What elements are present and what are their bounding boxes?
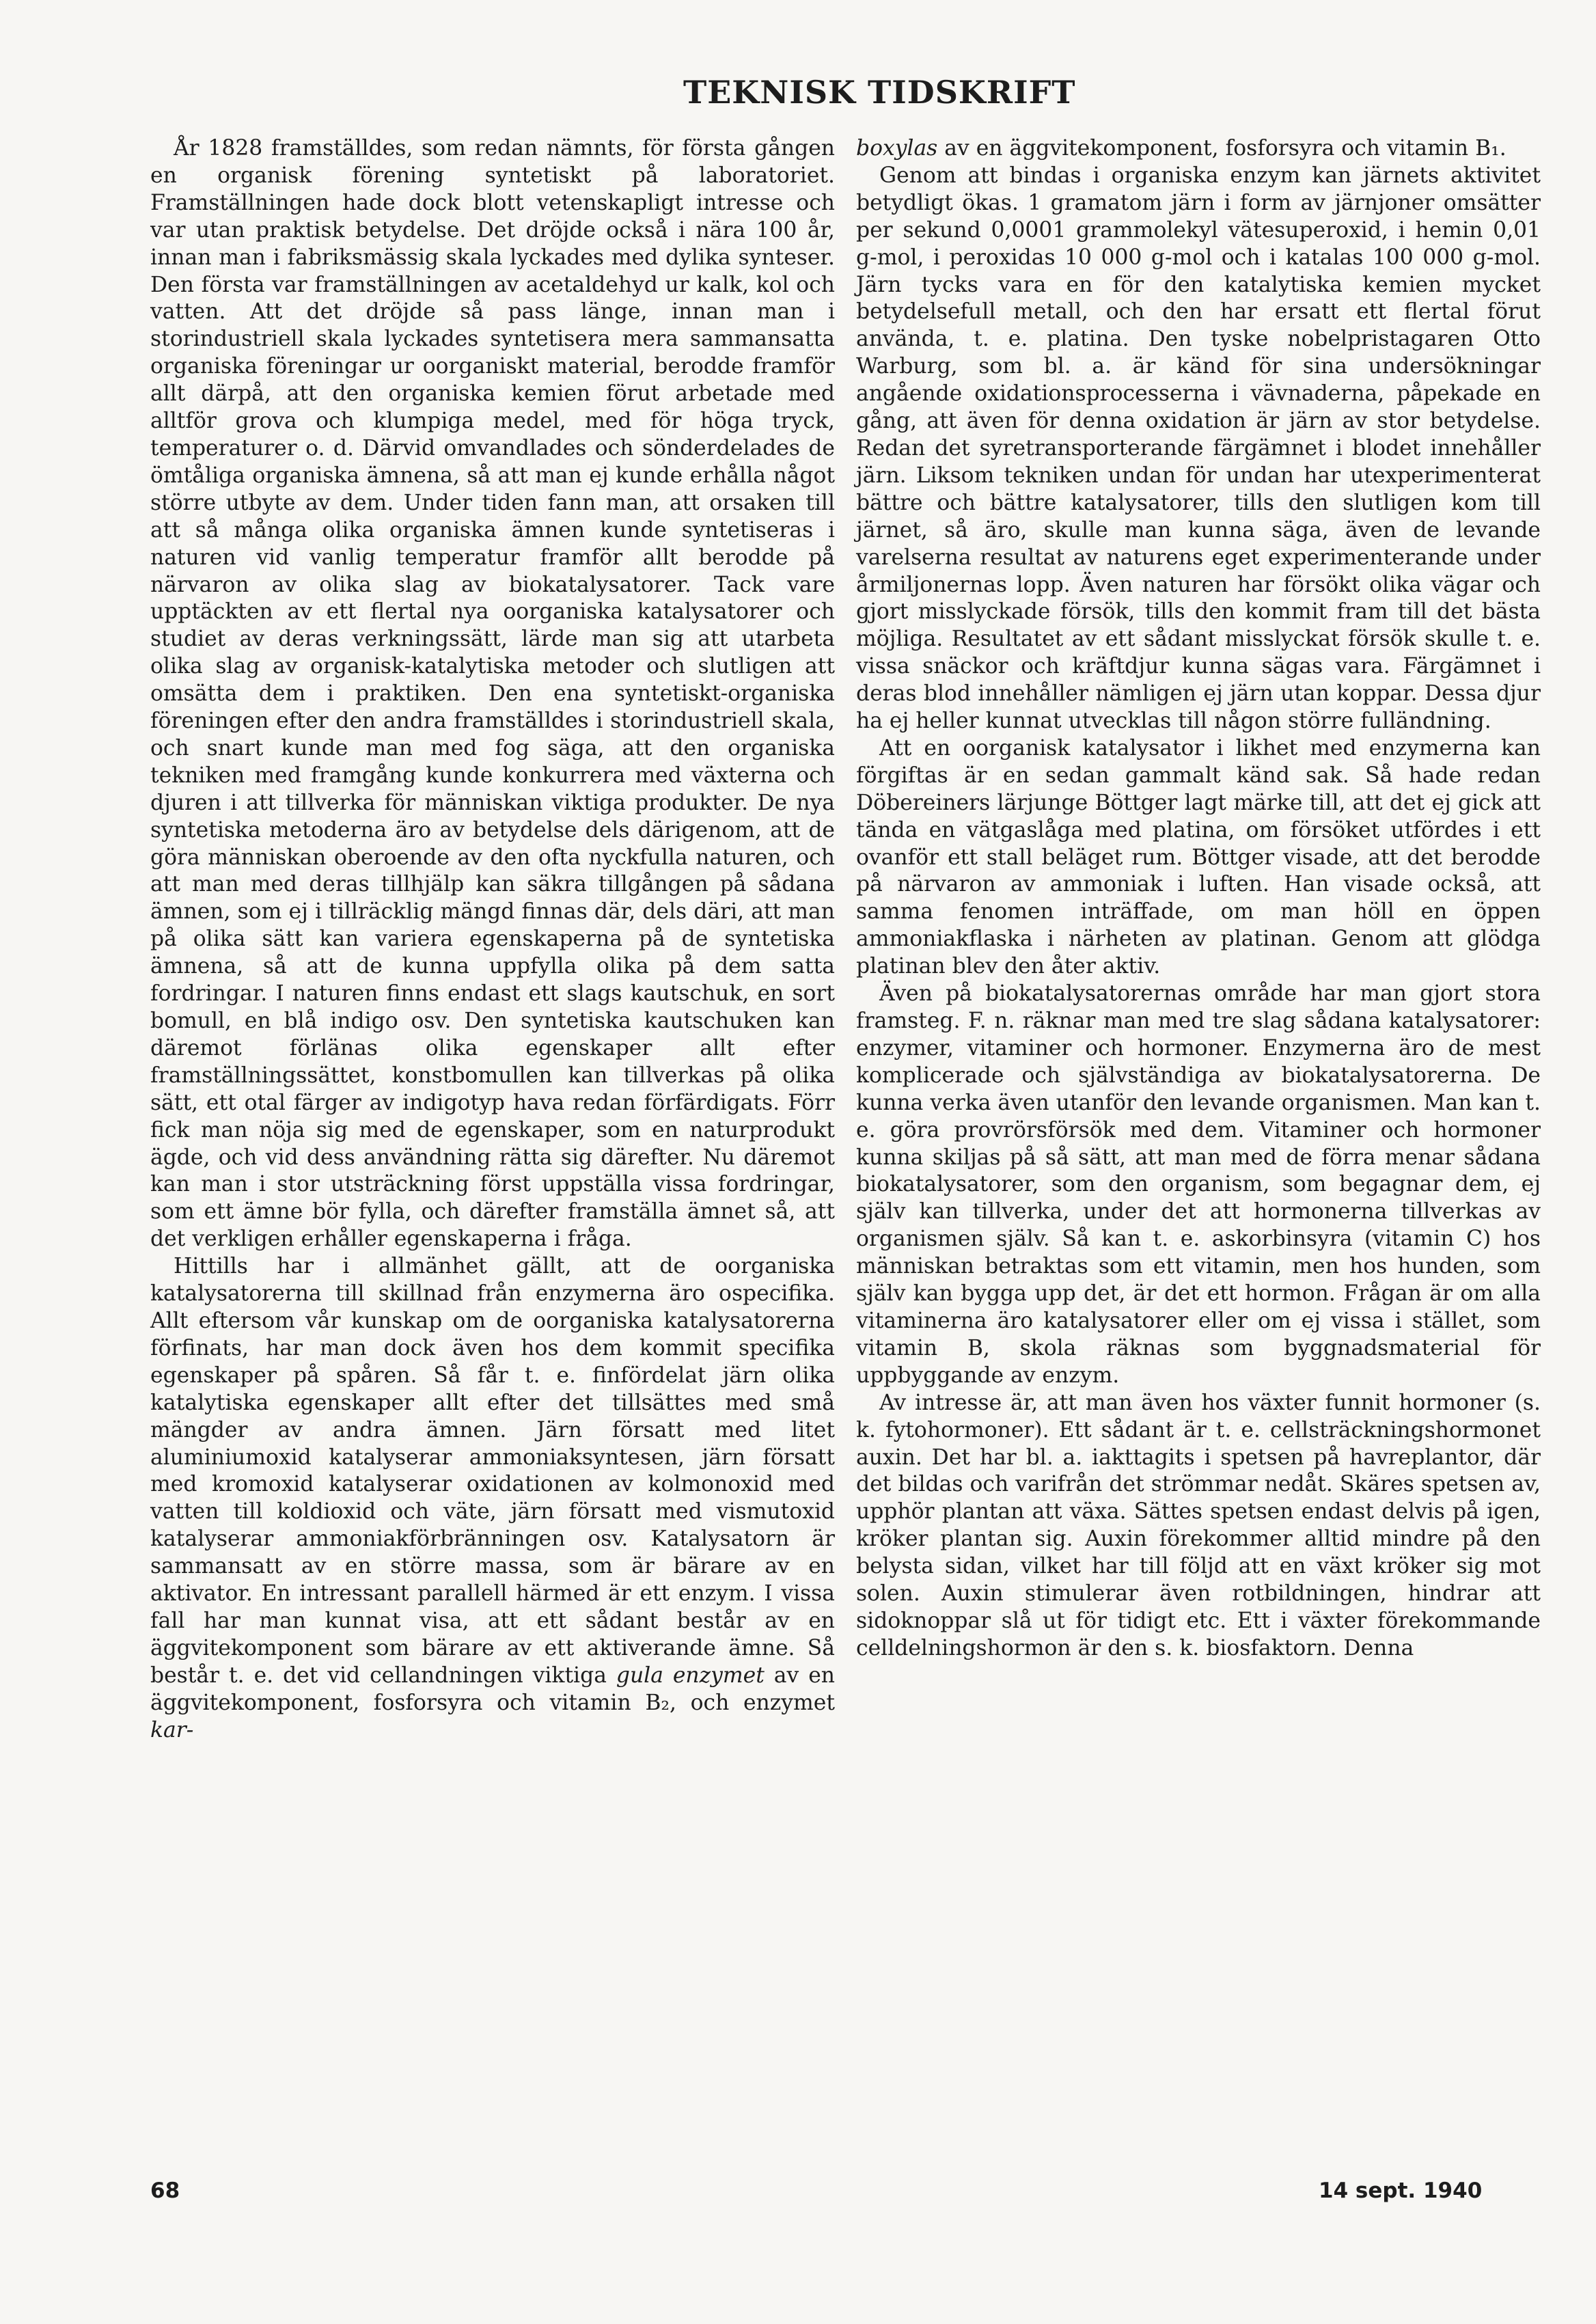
paragraph: Att en oorganisk katalysator i likhet med enzymerna kan förgiftas är en sedan gammalt känd sak. Så hade redan Döbereiners lärjunge Böttger lagt märke till, att det ej gick att tända en vätgaslåga med platina, om försöket utfördes i ett ovanför ett stall beläget rum. Böttger visade, att det berodde på närvaron av ammoniak i luften. Han visade också, att samma fenomen inträffade, om man höll en öppen ammoniakflaska i närheten av platinan. Genom att glödga platinan blev den åter aktiv. [856,735,1541,979]
text-column-right [856,135,1541,1663]
paragraph: boxylas av en äggvitekomponent, fosforsyra och vitamin B₁. [856,136,1506,161]
italic-term: boxylas [856,136,938,161]
text-column-left [150,135,835,1744]
italic-term: gula enzymet [616,1663,765,1688]
issue-date: 14 sept. 1940 [1319,2178,1483,2203]
paragraph: Hittills har i allmänhet gällt, att de oorganiska katalysatorerna till skillnad från enzymerna äro ospecifika. Allt eftersom vår kunskap om de oorganiska katalysatorerna förfinats, har man dock även hos dem kommit specifika egenskaper på spåren. Så får t. e. finfördelat järn olika katalytiska egenskaper allt efter det tillsättes med små mängder av andra ämnen. Järn försatt med litet aluminiumoxid katalyserar ammoniaksyntesen, järn försatt med kromoxid katalyserar oxidationen av kolmonoxid med vatten till koldioxid och väte, järn försatt med vismutoxid katalyserar ammoniakförbränningen osv. Katalysatorn är sammansatt av en större massa, som är bärare av en aktivator. En intressant parallell härmed är ett enzym. I vissa fall har man kunnat visa, att ett sådant består av en äggvitekomponent som bärare av ett aktiverande ämne. Så består t. e. det vid cellandningen viktiga gula enzymet av en äggvitekomponent, fosforsyra och vitamin B₂, och enzymet kar- [150,1254,835,1742]
italic-term: kar- [150,1717,194,1742]
journal-title: TEKNISK TIDSKRIFT [683,74,1076,111]
paragraph: Av intresse är, att man även hos växter funnit hormoner (s. k. fytohormoner). Ett sådant är t. e. cellsträckningshormonet auxin. Det har bl. a. iakttagits i spetsen på havreplantor, där det bildas och varifrån det strömmar nedåt. Skäres spetsen av, upphör plantan att växa. Sättes spetsen endast delvis på igen, kröker plantan sig. Auxin förekommer alltid mindre på den belysta sidan, vilket har till följd att en växt kröker sig mot solen. Auxin stimulerar även rotbildningen, hindrar att sidoknoppar slå ut för tidigt etc. Ett i växter förekommande celldelningshormon är den s. k. biosfaktorn. Denna [856,1390,1541,1660]
paragraph: Genom att bindas i organiska enzym kan järnets aktivitet betydligt ökas. 1 gramatom järn i form av järnjoner omsätter per sekund 0,0001 grammolekyl vätesuperoxid, i hemin 0,01 g-mol, i peroxidas 10 000 g-mol och i katalas 100 000 g-mol. Järn tycks vara en för den katalytiska kemien mycket betydelsefull metall, och den har ersatt ett flertal förut använda, t. e. platina. Den tyske nobelpristagaren Otto Warburg, som bl. a. är känd för sina undersökningar angående oxidationsprocesserna i vävnaderna, påpekade en gång, att även för denna oxidation är järn av stor betydelse. Redan det syretransporterande färgämnet i blodet innehåller järn. Liksom tekniken undan för undan har utexperimenterat bättre och bättre katalysatorer, tills den slutligen kom till järnet, så äro, skulle man kunna säga, även de levande varelserna resultat av naturens eget experimenterande under årmiljonernas lopp. Även naturen har försökt olika vägar och gjort misslyckade försök, tills den kommit fram till det bästa möjliga. Resultatet av ett sådant misslyckat försök skulle t. e. vissa snäckor och kräftdjur kunna sägas vara. Färgämnet i deras blod innehåller nämligen ej järn utan koppar. Dessa djur ha ej heller kunnat utvecklas till någon större fulländning. [856,163,1541,734]
paragraph: Även på biokatalysatorernas område har man gjort stora framsteg. F. n. räknar man med tre slag sådana katalysatorer: enzymer, vitaminer och hormoner. Enzymerna äro de mest komplicerade och självständiga av biokatalysatorerna. De kunna verka även utanför den levande organismen. Man kan t. e. göra provrörsförsök med dem. Vitaminer och hormoner kunna skiljas på så sätt, att man med de förra menar sådana biokatalysatorer, som den organism, som begagnar dem, ej själv kan tillverka, under det att hormonerna tillverkas av organismen själv. Så kan t. e. askorbinsyra (vitamin C) hos människan betraktas som ett vitamin, men hos hunden, som själv kan bygga upp det, är det ett hormon. Frågan är om alla vitaminerna äro katalysatorer eller om ej vissa i stället, som vitamin B, skola räknas som byggnadsmaterial för uppbyggande av enzym. [856,981,1541,1388]
paragraph: År 1828 framställdes, som redan nämnts, för första gången en organisk förening syntetiskt på laboratoriet. Framställningen hade dock blott vetenskapligt intresse och var utan praktisk betydelse. Det dröjde också i nära 100 år, innan man i fabriksmässig skala lyckades med dylika synteser. Den första var framställningen av acetaldehyd ur kalk, kol och vatten. Att det dröjde så pass länge, innan man i storindustriell skala lyckades syntetisera mera sammansatta organiska föreningar ur oorganiskt material, berodde framför allt därpå, att den organiska kemien förut arbetade med alltför grova och klumpiga medel, med för höga tryck, temperaturer o. d. Därvid omvandlades och sönderdelades de ömtåliga organiska ämnena, så att man ej kunde erhålla något större utbyte av dem. Under tiden fann man, att orsaken till att så många olika organiska ämnen kunde syntetiseras i naturen vid vanlig temperatur framför allt berodde på närvaron av olika slag av biokatalysatorer. Tack vare upptäckten av ett flertal nya oorganiska katalysatorer och studiet av deras verkningssätt, lärde man sig att utarbeta olika slag av organisk-katalytiska metoder och slutligen att omsätta dem i praktiken. Den ena syntetiskt-organiska föreningen efter den andra framställdes i storindustriell skala, och snart kunde man med fog säga, att den organiska tekniken med framgång kunde konkurrera med växterna och djuren i att tillverka för människan viktiga produkter. De nya syntetiska metoderna äro av betydelse dels därigenom, att de göra människan oberoende av den ofta nyckfulla naturen, och att man med deras tillhjälp kan säkra tillgången på sådana ämnen, som ej i tillräcklig mängd finnas där, dels däri, att man på olika sätt kan variera egenskaperna på de syntetiska ämnena, så att de kunna uppfylla olika på dem satta fordringar. I naturen finns endast ett slags kautschuk, en sort bomull, en blå indigo osv. Den syntetiska kautschuken kan däremot förlänas olika egenskaper allt efter framställningssättet, konstbomullen kan tillverkas på olika sätt, ett otal färger av indigotyp hava redan förfärdigats. Förr fick man nöja sig med de egenskaper, som en naturprodukt ägde, och vid dess användning rätta sig därefter. Nu däremot kan man i stor utsträckning först uppställa vissa fordringar, som ett ämne bör fylla, och därefter framställa ämnet så, att det verkligen erhåller egenskaperna i fråga. [150,136,835,1252]
page-number: 68 [150,2178,180,2203]
